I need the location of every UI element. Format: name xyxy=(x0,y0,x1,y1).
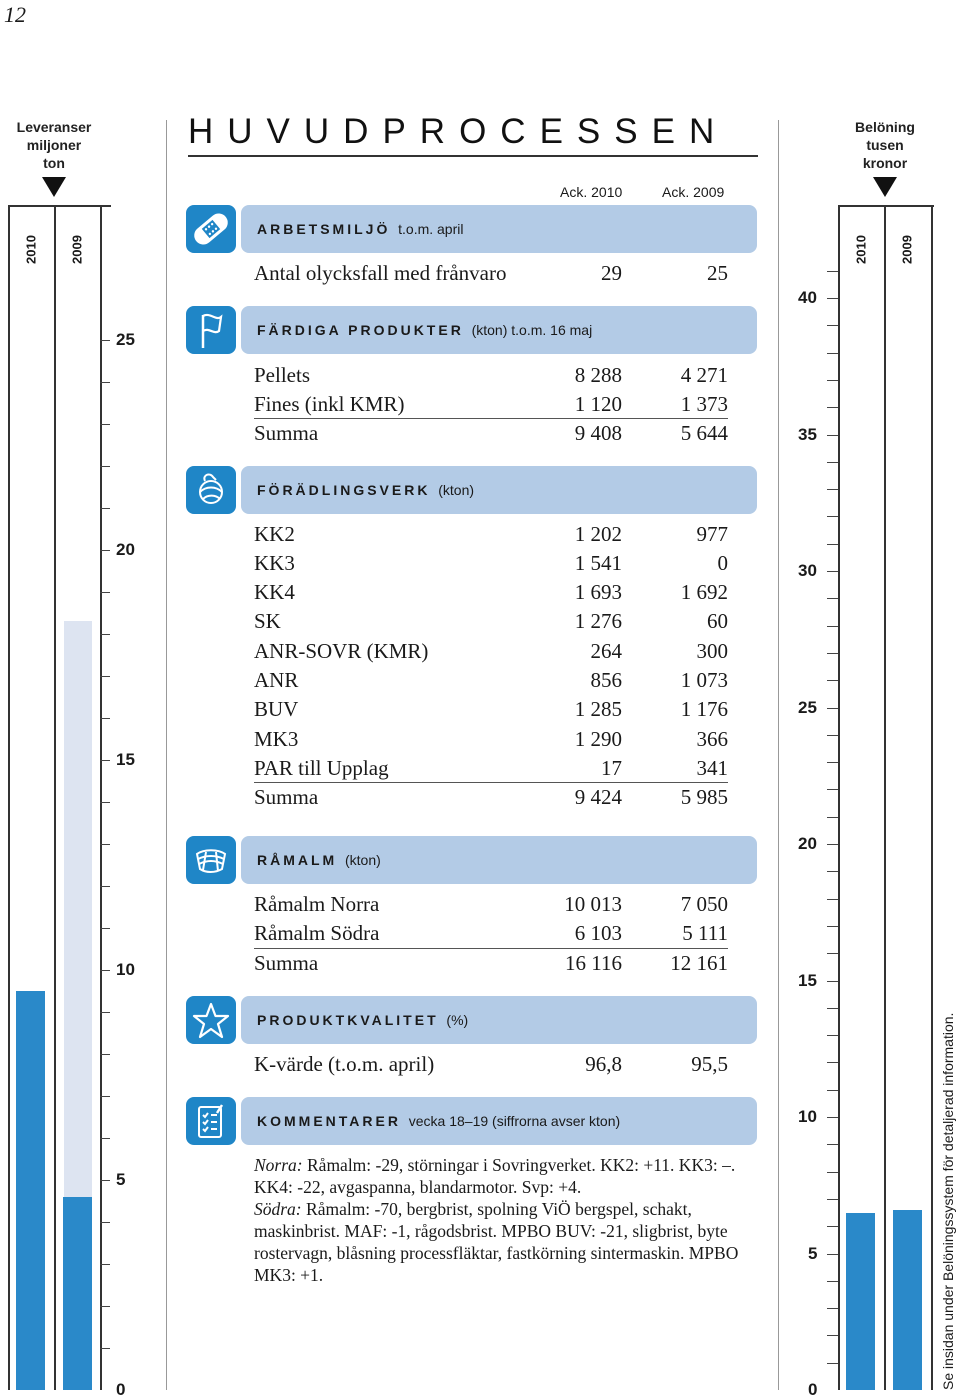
left-gauge-tick-label: 0 xyxy=(116,1380,126,1399)
row-value-2010: 1 290 xyxy=(574,727,622,751)
table-row xyxy=(254,783,728,812)
row-value-2009: 5 111 xyxy=(682,921,728,945)
left-gauge-year-2010: 2010 xyxy=(23,235,39,264)
right-gauge-tick xyxy=(827,844,838,845)
right-gauge-tick xyxy=(827,1117,838,1118)
section-suffix: (kton) xyxy=(345,852,381,868)
table-row xyxy=(254,520,728,549)
section-banner-fardiga-produkter xyxy=(241,306,757,354)
row-label: ANR-SOVR (KMR) xyxy=(254,639,429,663)
section-banner-arbetsmiljo xyxy=(241,205,757,253)
row-value-2010: 6 103 xyxy=(574,921,622,945)
right-gauge-tick xyxy=(827,598,838,599)
right-gauge-tick xyxy=(827,1144,838,1145)
row-value-2009: 25 xyxy=(707,261,728,285)
left-gauge-tick xyxy=(100,1306,110,1307)
right-gauge-tick-label: 15 xyxy=(798,970,817,990)
table-row xyxy=(254,1050,728,1079)
row-value-2009: 366 xyxy=(696,727,728,751)
right-gauge-tick xyxy=(827,462,838,463)
row-value-2009: 1 373 xyxy=(680,392,728,416)
right-gauge-tick-label: 25 xyxy=(798,697,817,717)
right-gauge-tick-label: 5 xyxy=(808,1243,818,1263)
pellet-ball-icon xyxy=(186,466,236,514)
section-suffix: vecka 18–19 (siffrorna avser kton) xyxy=(408,1113,621,1129)
right-gauge-tick-label: 30 xyxy=(798,561,817,580)
left-gauge-tick xyxy=(100,550,110,551)
row-value-2009: 977 xyxy=(696,522,728,546)
ore-cart-icon xyxy=(186,836,236,884)
left-gauge-tick xyxy=(100,1138,110,1139)
row-value-2010: 856 xyxy=(590,668,622,692)
right-gauge-tick xyxy=(827,1335,838,1336)
table-row xyxy=(254,754,728,783)
section-suffix: (kton) t.o.m. 16 maj xyxy=(471,322,593,338)
section-heading: RÅMALM xyxy=(257,852,338,868)
star-icon xyxy=(186,996,236,1044)
right-gauge-tick-label: 40 xyxy=(798,288,817,307)
left-gauge-bar-2009 xyxy=(63,1197,92,1390)
right-gauge-tick xyxy=(827,789,838,790)
left-gauge-tick xyxy=(100,1012,110,1013)
section-suffix: (kton) xyxy=(438,482,475,498)
table-row xyxy=(254,607,728,636)
right-gauge-tick xyxy=(827,653,838,654)
right-gauge-tick xyxy=(827,871,838,872)
right-gauge-tick xyxy=(827,1199,838,1200)
row-value-2010: 9 408 xyxy=(574,421,622,445)
comment-paragraph xyxy=(254,1198,754,1286)
left-gauge-tick-label: 5 xyxy=(116,1170,126,1189)
left-gauge-arrow-icon xyxy=(42,177,66,197)
right-gauge-tick-label: 0 xyxy=(808,1380,818,1399)
left-gauge-tick xyxy=(100,886,110,887)
right-gauge-year-2010: 2010 xyxy=(853,235,869,264)
right-gauge-tick xyxy=(827,626,838,627)
bandage-icon xyxy=(186,205,236,253)
row-value-2009: 5 985 xyxy=(680,785,728,809)
row-value-2010: 29 xyxy=(601,261,622,285)
row-value-2009: 341 xyxy=(696,756,728,780)
left-gauge-tick xyxy=(100,592,110,593)
right-gauge-tick xyxy=(827,1254,838,1255)
right-gauge-tick-label: 10 xyxy=(798,1107,817,1126)
right-gauge-tick-label: 35 xyxy=(798,424,817,444)
section-suffix: t.o.m. april xyxy=(398,221,464,237)
section-banner-foradlingsverk xyxy=(241,466,757,514)
row-value-2009: 12 161 xyxy=(670,951,728,975)
row-value-2010: 1 202 xyxy=(574,522,622,546)
right-gauge-tick xyxy=(827,1008,838,1009)
right-gauge-tick xyxy=(827,271,838,272)
row-value-2010: 16 116 xyxy=(565,951,622,975)
left-gauge-axis-mid xyxy=(54,205,56,1390)
row-value-2009: 4 271 xyxy=(680,363,728,387)
table-row xyxy=(254,361,728,390)
section-banner-ramalm xyxy=(241,836,757,884)
left-gauge-year-2009: 2009 xyxy=(69,235,85,264)
right-gauge-tick xyxy=(827,325,838,326)
left-gauge-label xyxy=(4,118,104,172)
left-gauge-tick xyxy=(100,1054,110,1055)
table-row xyxy=(254,725,728,754)
left-gauge-bar-2010 xyxy=(16,991,45,1390)
row-label: KK3 xyxy=(254,551,295,575)
right-gauge-tick xyxy=(827,762,838,763)
table-row xyxy=(254,390,728,419)
right-gauge-tick xyxy=(827,1308,838,1309)
row-label: Råmalm Norra xyxy=(254,892,380,916)
right-gauge-tick xyxy=(827,680,838,681)
row-value-2009: 7 050 xyxy=(680,892,728,916)
table-row xyxy=(254,578,728,607)
left-gauge-tick xyxy=(100,802,110,803)
page-number: 12 xyxy=(4,2,26,27)
right-gauge-arrow-icon xyxy=(873,177,897,197)
table-row xyxy=(254,666,728,695)
left-gauge-tick xyxy=(100,1180,110,1181)
right-gauge-year-2009: 2009 xyxy=(899,235,915,264)
section-suffix: (%) xyxy=(446,1012,469,1028)
left-gauge-tick xyxy=(100,340,110,341)
section-banner-kommentarer xyxy=(241,1097,757,1145)
right-gauge-tick xyxy=(827,708,838,709)
right-gauge-tick xyxy=(827,926,838,927)
left-gauge-tick xyxy=(100,508,110,509)
right-gauge-tick xyxy=(827,1363,838,1364)
section-heading: PRODUKTKVALITET xyxy=(257,1012,439,1028)
left-gauge-tick xyxy=(100,424,110,425)
right-gauge-tick xyxy=(827,817,838,818)
right-gauge-tick xyxy=(827,489,838,490)
column-header-2009: Ack. 2009 xyxy=(662,184,725,200)
left-gauge-tick xyxy=(100,1264,110,1265)
right-gauge-tick xyxy=(827,1281,838,1282)
row-label: Fines (inkl KMR) xyxy=(254,392,405,416)
right-gauge-tick xyxy=(827,1035,838,1036)
right-gauge-tick xyxy=(827,1062,838,1063)
right-gauge-axis-left xyxy=(838,205,840,1390)
right-gauge-tick xyxy=(827,544,838,545)
left-gauge-label-line: miljoner xyxy=(26,137,82,153)
row-value-2010: 17 xyxy=(601,756,622,780)
left-gauge-label-line: ton xyxy=(43,155,65,171)
content-divider-left xyxy=(166,120,167,1390)
page-title: HUVUDPROCESSEN xyxy=(188,112,729,151)
left-gauge-tick xyxy=(100,1096,110,1097)
row-label: ANR xyxy=(254,668,299,692)
column-header-2010: Ack. 2010 xyxy=(560,184,623,200)
comment-norra-text: Råmalm: -29, störningar i Sovringverket. KK2: +11. KK3: –. KK4: -22, avgaspanna, blandarmotor. Svp: +4. xyxy=(254,1155,736,1197)
left-gauge-tick-label: 10 xyxy=(116,960,135,979)
left-gauge-tick xyxy=(100,718,110,719)
right-gauge-label-line: Belöning xyxy=(855,119,915,135)
row-label: KK2 xyxy=(254,522,295,546)
section-heading: KOMMENTARER xyxy=(257,1113,401,1129)
notepad-icon xyxy=(186,1097,236,1145)
left-gauge-tick-label: 25 xyxy=(116,330,135,349)
right-gauge-tick xyxy=(827,407,838,408)
row-label: K-värde (t.o.m. april) xyxy=(254,1052,435,1076)
right-gauge-label-line: tusen xyxy=(866,137,904,153)
title-rule xyxy=(188,155,758,157)
row-value-2010: 1 120 xyxy=(574,392,622,416)
right-gauge-tick xyxy=(827,298,838,299)
table-row xyxy=(254,637,728,666)
section-heading: ARBETSMILJÖ xyxy=(257,221,391,237)
right-gauge-bar-2009 xyxy=(893,1210,922,1390)
right-gauge-tick xyxy=(827,435,838,436)
row-value-2010: 1 285 xyxy=(574,697,622,721)
row-label: Antal olycksfall med frånvaro xyxy=(254,261,507,285)
right-gauge-tick xyxy=(827,380,838,381)
right-gauge-tick xyxy=(827,981,838,982)
left-gauge-axis-left xyxy=(8,205,10,1390)
section-heading: FÄRDIGA PRODUKTER xyxy=(257,322,464,338)
right-gauge-tick xyxy=(827,1172,838,1173)
comment-text xyxy=(254,1154,754,1286)
table-row xyxy=(254,919,728,948)
right-gauge-label-line: kronor xyxy=(862,155,908,171)
row-value-2009: 95,5 xyxy=(691,1052,728,1076)
row-value-2010: 1 541 xyxy=(574,551,622,575)
row-label: BUV xyxy=(254,697,299,721)
left-gauge-tick xyxy=(100,844,110,845)
left-gauge-tick-label: 15 xyxy=(116,750,135,769)
section-heading: FÖRÄDLINGSVERK xyxy=(257,482,431,498)
side-note: Se insidan under Belöningssystem för detaljerad information. xyxy=(940,1012,956,1390)
left-gauge-top-rule xyxy=(8,205,111,207)
row-value-2009: 1 176 xyxy=(680,697,728,721)
left-gauge-label-line: Leveranser xyxy=(16,119,92,135)
left-gauge-tick xyxy=(100,1222,110,1223)
table-row xyxy=(254,259,728,288)
section-banner-produktkvalitet xyxy=(241,996,757,1044)
row-value-2010: 10 013 xyxy=(564,892,622,916)
left-gauge-tick xyxy=(100,928,110,929)
left-gauge-tick xyxy=(100,970,110,971)
row-value-2009: 1 073 xyxy=(680,668,728,692)
row-value-2010: 1 276 xyxy=(574,609,622,633)
row-value-2010: 9 424 xyxy=(574,785,622,809)
right-gauge-tick xyxy=(827,1090,838,1091)
left-gauge-tick-label: 20 xyxy=(116,540,135,559)
right-gauge-tick xyxy=(827,899,838,900)
row-label: PAR till Upplag xyxy=(254,756,389,780)
right-gauge-tick xyxy=(827,353,838,354)
left-gauge-tick xyxy=(100,634,110,635)
row-label: Råmalm Södra xyxy=(254,921,380,945)
table-row xyxy=(254,419,728,448)
row-label: Pellets xyxy=(254,363,310,387)
row-label: Summa xyxy=(254,785,319,809)
table-row xyxy=(254,549,728,578)
left-gauge-tick xyxy=(100,466,110,467)
right-gauge-tick xyxy=(827,735,838,736)
row-value-2009: 300 xyxy=(696,639,728,663)
comment-sodra-text: Råmalm: -70, bergbrist, spolning ViÖ bergspel, schakt, maskinbrist. MAF: -1, rågodsbrist. MPBO BUV: -21, sligbrist, byte rostervagn, blåsning processfläktar, fastkörning sintermaskin. MPBO MK3: +1. xyxy=(254,1199,739,1285)
right-gauge-bar-2010 xyxy=(846,1213,875,1390)
right-gauge-tick xyxy=(827,571,838,572)
table-row xyxy=(254,949,728,978)
left-gauge-tick xyxy=(100,676,110,677)
row-value-2010: 1 693 xyxy=(574,580,622,604)
row-label: KK4 xyxy=(254,580,295,604)
right-gauge-axis-right xyxy=(931,205,933,1390)
comment-norra-label: Norra: xyxy=(254,1155,303,1175)
left-gauge-tick xyxy=(100,382,110,383)
row-label: MK3 xyxy=(254,727,299,751)
row-value-2009: 0 xyxy=(717,551,728,575)
flag-icon xyxy=(186,306,236,354)
comment-paragraph xyxy=(254,1154,754,1198)
right-gauge-tick-label: 20 xyxy=(798,834,817,853)
left-gauge-tick xyxy=(100,760,110,761)
right-gauge-top-rule xyxy=(838,205,934,207)
row-value-2010: 264 xyxy=(590,639,622,663)
row-label: Summa xyxy=(254,421,319,445)
comment-sodra-label: Södra: xyxy=(254,1199,302,1219)
right-gauge-tick xyxy=(827,953,838,954)
table-row xyxy=(254,890,728,919)
row-value-2009: 5 644 xyxy=(680,421,728,445)
row-value-2010: 96,8 xyxy=(585,1052,622,1076)
table-row xyxy=(254,695,728,724)
left-gauge-tick xyxy=(100,1348,110,1349)
right-gauge-tick xyxy=(827,1226,838,1227)
content-divider-right xyxy=(778,120,779,1390)
row-label: SK xyxy=(254,609,281,633)
row-value-2009: 60 xyxy=(707,609,728,633)
right-gauge-tick xyxy=(827,516,838,517)
right-gauge-label xyxy=(835,118,935,172)
row-value-2010: 8 288 xyxy=(574,363,622,387)
right-gauge-axis-mid xyxy=(884,205,886,1390)
row-label: Summa xyxy=(254,951,319,975)
row-value-2009: 1 692 xyxy=(680,580,728,604)
